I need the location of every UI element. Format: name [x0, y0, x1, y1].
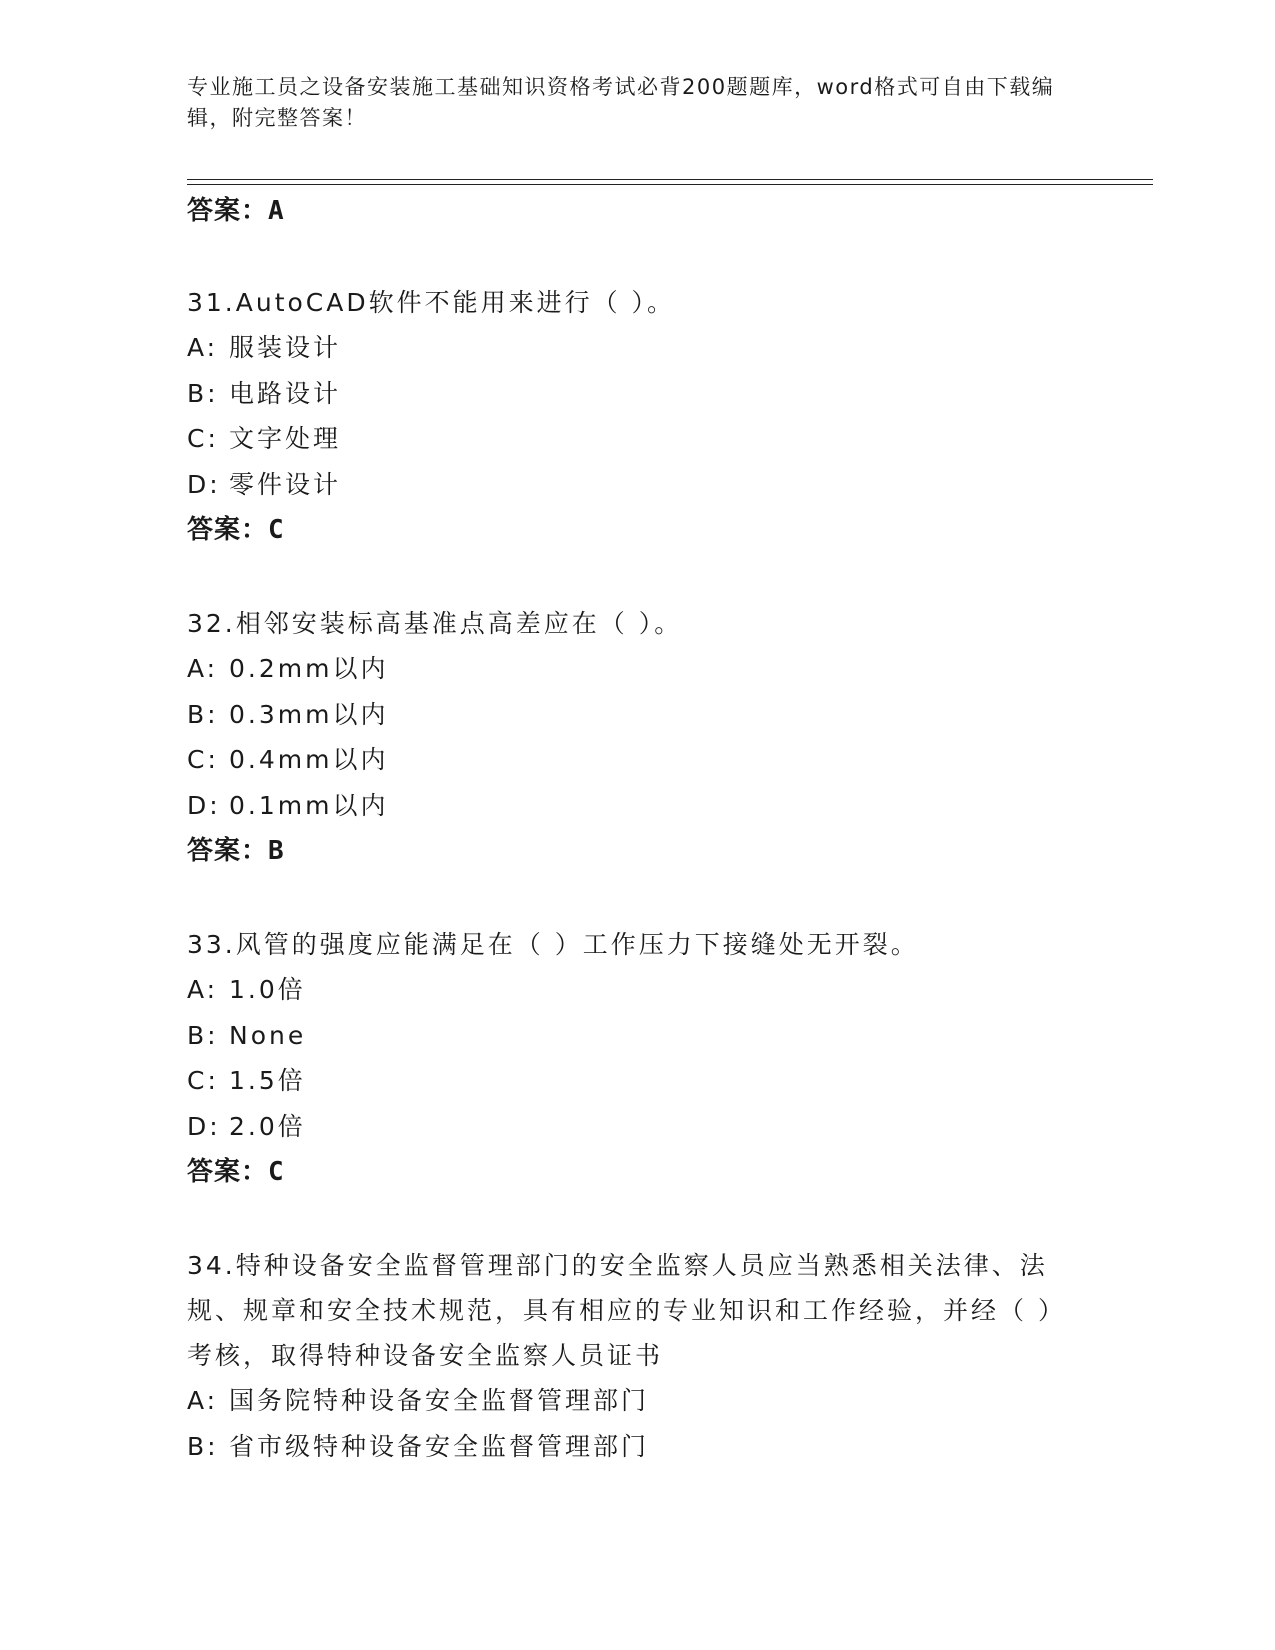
- question-stem: 31.AutoCAD软件不能用来进行（ ）。: [187, 288, 676, 317]
- option-label: B:: [187, 699, 219, 729]
- question-block: [187, 280, 1087, 553]
- question-stem: 32.相邻安装标高基准点高差应在（ ）。: [187, 609, 683, 638]
- option-text: 0.3mm以内: [229, 699, 389, 729]
- option-text: 1.5倍: [229, 1066, 306, 1095]
- question-list: [187, 190, 1087, 1469]
- option-label: B:: [187, 1431, 219, 1461]
- question-answer: 答案：C: [187, 1157, 285, 1187]
- question-stem: 33.风管的强度应能满足在（ ）工作压力下接缝处无开裂。: [187, 930, 919, 959]
- previous-answer: 答案：A: [187, 196, 285, 226]
- option-text: 省市级特种设备安全监督管理部门: [229, 1431, 650, 1461]
- option-label: A:: [187, 333, 219, 362]
- option-text: 电路设计: [229, 378, 342, 408]
- option-text: 0.2mm以内: [229, 654, 389, 683]
- answer-option: [187, 416, 1087, 462]
- answer-option: [187, 737, 1087, 783]
- option-label: C:: [187, 424, 219, 453]
- question-block: [187, 1243, 1087, 1469]
- option-text: None: [229, 1020, 307, 1050]
- option-label: D:: [187, 1111, 221, 1141]
- option-label: D:: [187, 790, 221, 820]
- option-text: 服装设计: [229, 333, 342, 362]
- answer-option: [187, 325, 1087, 371]
- document-header: 专业施工员之设备安装施工基础知识资格考试必背200题题库，word格式可自由下载编辑，附完整答案！: [187, 75, 1055, 130]
- answer-option: [187, 1058, 1087, 1104]
- option-text: 1.0倍: [229, 975, 306, 1004]
- answer-option: [187, 967, 1087, 1013]
- question-answer: 答案：B: [187, 836, 285, 866]
- option-text: 0.4mm以内: [229, 745, 389, 774]
- option-label: B:: [187, 1020, 219, 1050]
- questions-container: [187, 280, 1087, 1469]
- header-divider-secondary: [187, 184, 1153, 185]
- answer-option: [187, 462, 1087, 508]
- answer-option: [187, 646, 1087, 692]
- answer-option: [187, 783, 1087, 829]
- question-block: [187, 922, 1087, 1195]
- option-label: D:: [187, 469, 221, 499]
- header-divider: [187, 179, 1153, 180]
- option-label: C:: [187, 1066, 219, 1095]
- option-text: 0.1mm以内: [229, 790, 389, 820]
- answer-option: [187, 692, 1087, 738]
- answer-option: [187, 1378, 1087, 1424]
- option-text: 2.0倍: [229, 1111, 306, 1141]
- option-text: 零件设计: [229, 469, 342, 499]
- option-label: B:: [187, 378, 219, 408]
- option-label: A:: [187, 1386, 219, 1415]
- question-answer: 答案：C: [187, 515, 285, 545]
- option-label: A:: [187, 975, 219, 1004]
- answer-option: [187, 1104, 1087, 1150]
- option-text: 国务院特种设备安全监督管理部门: [229, 1386, 650, 1415]
- answer-option: [187, 1013, 1087, 1059]
- question-stem: 34.特种设备安全监督管理部门的安全监察人员应当熟悉相关法律、法规、规章和安全技术规范，具有相应的专业知识和工作经验，并经（ ）考核，取得特种设备安全监察人员证书: [187, 1251, 1066, 1370]
- answer-option: [187, 371, 1087, 417]
- option-text: 文字处理: [229, 424, 342, 453]
- option-label: A:: [187, 654, 219, 683]
- option-label: C:: [187, 745, 219, 774]
- question-block: [187, 601, 1087, 874]
- answer-option: [187, 1424, 1087, 1470]
